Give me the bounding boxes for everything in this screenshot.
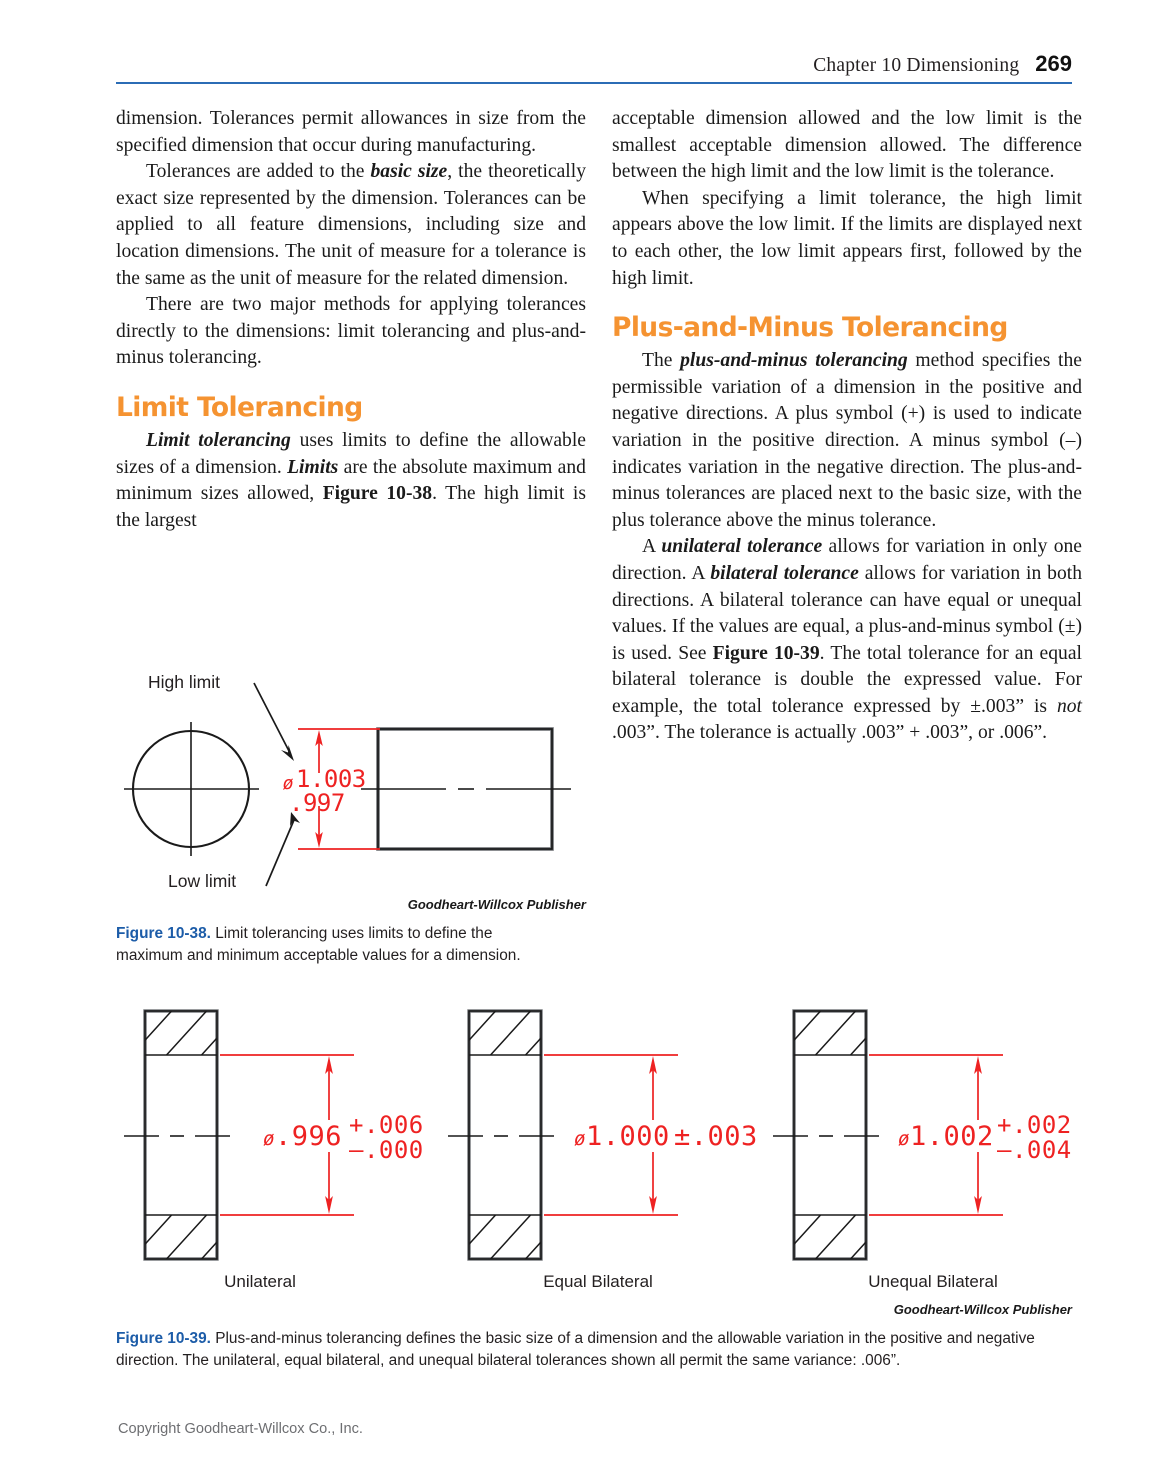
plus-tolerance-value: +.002	[997, 1111, 1072, 1139]
figure-10-39-caption-text: Plus-and-minus tolerancing defines the basic size of a dimension and the allowable variation in the positive and negative direction. The unilateral, equal bilateral, and unequal bilateral tolerances shown all permit the same variance: .006”.	[116, 1330, 1035, 1369]
basic-size-value: .996	[275, 1121, 343, 1152]
figure-10-39-caption	[116, 1328, 1066, 1371]
figure-10-39-panel-unequal-bilateral	[771, 1000, 1091, 1300]
figure-10-38	[116, 660, 586, 966]
figure-10-38-caption	[116, 923, 556, 966]
header-divider-rule	[116, 82, 1072, 84]
figure-10-39-credit: Goodheart-Willcox Publisher	[893, 1302, 1072, 1317]
section-heading-plus-and-minus-tolerancing: Plus-and-Minus Tolerancing	[612, 312, 1008, 344]
low-limit-value: .997	[289, 789, 345, 817]
figure-10-39-artwork	[116, 1000, 1072, 1300]
low-limit-leader	[266, 820, 294, 886]
figure-10-39-number: Figure 10-39.	[116, 1330, 211, 1347]
copyright-notice: Copyright Goodheart-Willcox Co., Inc.	[118, 1421, 363, 1437]
sectioned-part-outline	[145, 1011, 217, 1259]
panel-label-unilateral: Unilateral	[224, 1272, 296, 1291]
paragraph: When specifying a limit tolerance, the high limit appears above the low limit. If the limits are displayed next to each other, the low limit appears first, followed by the high limit.	[612, 187, 1082, 289]
diameter-symbol: ø	[574, 1128, 586, 1150]
paragraph: Limit tolerancing uses limits to define the allowable sizes of a dimension. Limits are the absolute maximum and minimum sizes allowed, Figure 10-38. The high limit is the largest	[116, 429, 586, 531]
sectioned-part-outline	[794, 1011, 866, 1259]
paragraph: dimension. Tolerances permit allowances in size from the specified dimension that occur during manufacturing.	[116, 108, 586, 156]
paragraph: Tolerances are added to the basic size, the theoretically exact size represented by the dimension. Tolerances can be applied to all feature dimensions, including size and location dimensions. The unit of measure for a tolerance is the same as the unit of measure for the related dimension.	[116, 161, 586, 289]
figure-10-38-artwork	[116, 660, 586, 895]
diameter-symbol: ø	[898, 1128, 910, 1150]
running-head	[813, 51, 1072, 77]
inline-tolerance-value: ±.003	[674, 1121, 758, 1152]
paragraph: There are two major methods for applying tolerances directly to the dimensions: limit tolerancing and plus-and-minus tolerancing.	[116, 294, 586, 369]
left-text-column	[116, 106, 586, 534]
sectioned-part-outline	[469, 1011, 541, 1259]
limit-tolerancing-drawing	[116, 660, 586, 895]
panel-label-equal-bilateral: Equal Bilateral	[543, 1272, 653, 1291]
paragraph: acceptable dimension allowed and the low limit is the smallest acceptable dimension allowed. The difference between the high limit and the low limit is the tolerance.	[612, 108, 1082, 183]
equal-bilateral-drawing	[446, 1000, 766, 1270]
running-head-chapter: Chapter 10 Dimensioning	[813, 55, 1020, 76]
diameter-symbol: ø	[263, 1128, 275, 1150]
basic-size-value: 1.000	[586, 1121, 670, 1152]
page-number: 269	[1035, 51, 1072, 76]
minus-tolerance-value: –.000	[349, 1136, 424, 1164]
figure-10-38-caption-text: Limit tolerancing uses limits to define the maximum and minimum acceptable values for a dimension.	[116, 925, 521, 964]
diameter-symbol: ø	[282, 773, 294, 794]
figure-10-39-panel-unilateral	[122, 1000, 442, 1300]
panel-label-unequal-bilateral: Unequal Bilateral	[868, 1272, 998, 1291]
figure-10-39	[116, 1000, 1072, 1371]
paragraph: The plus-and-minus tolerancing method specifies the permissible variation of a dimension in the positive and negative directions. A plus symbol (+) is used to indicate variation in the positive direction. A minus symbol (–) indicates variation in the negative direction. The plus-and-minus tolerances are placed next to the basic size, with the plus tolerance above the minus tolerance.	[612, 350, 1082, 531]
high-limit-label: High limit	[148, 672, 220, 692]
paragraph: A unilateral tolerance allows for variation in only one direction. A bilateral tolerance allows for variation in both directions. A bilateral tolerance can have equal or unequal values. If the values are equal, a plus-and-minus symbol (±) is used. See Figure 10-39. The total tolerance for an equal bilateral tolerance is double the expressed value. For example, the total tolerance expressed by ±.003” is not .003”. The tolerance is actually .003” + .003”, or .006”.	[612, 536, 1083, 744]
page-header	[116, 50, 1072, 84]
figure-10-39-panel-equal-bilateral	[446, 1000, 766, 1300]
high-limit-value: 1.003	[296, 765, 366, 793]
figure-10-38-credit: Goodheart-Willcox Publisher	[407, 897, 586, 912]
right-text-column	[612, 106, 1082, 747]
high-limit-leader	[254, 683, 290, 753]
unilateral-drawing	[122, 1000, 442, 1270]
plus-tolerance-value: +.006	[349, 1111, 424, 1139]
low-limit-label: Low limit	[168, 871, 237, 891]
unequal-bilateral-drawing	[771, 1000, 1091, 1270]
minus-tolerance-value: –.004	[997, 1136, 1072, 1164]
section-heading-limit-tolerancing: Limit Tolerancing	[116, 391, 363, 423]
figure-10-38-number: Figure 10-38.	[116, 925, 211, 942]
basic-size-value: 1.002	[910, 1121, 994, 1152]
